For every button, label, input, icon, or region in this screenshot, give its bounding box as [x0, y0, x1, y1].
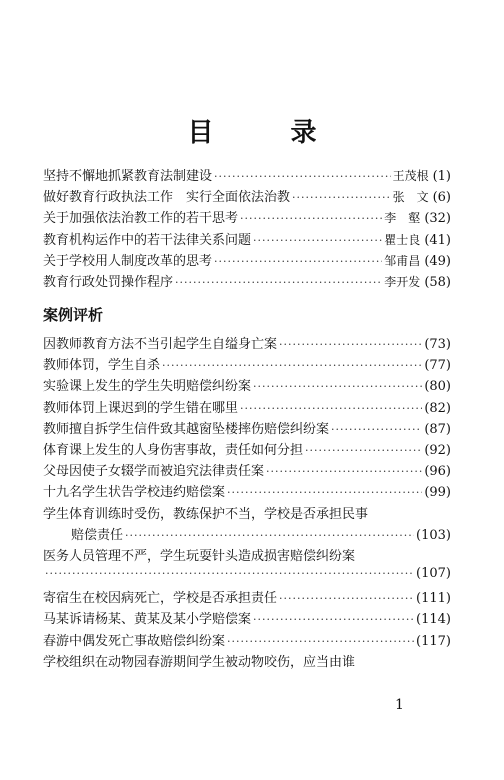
- entry-title: 马某诉请杨某、黄某及某小学赔偿案: [43, 612, 252, 628]
- list-item: [43, 439, 451, 460]
- list-item: [43, 333, 451, 354]
- entry-author: 张 文: [392, 190, 429, 205]
- entry-title: 寄宿生在校因病死亡，学校是否承担责任: [43, 591, 278, 607]
- entry-title: 关于加强依法治教工作的若干思考: [43, 211, 239, 227]
- entry-page: (82): [424, 400, 451, 416]
- list-item: [43, 630, 451, 651]
- entry-title: 因教师教育方法不当引起学生自缢身亡案: [43, 337, 278, 352]
- list-item: 学校组织在动物园春游期间学生被动物咬伤，应当由谁: [43, 654, 356, 670]
- leader-dots: [266, 465, 422, 478]
- list-item: [43, 207, 451, 228]
- leader-dots: [253, 234, 382, 247]
- leader-dots: [240, 212, 382, 225]
- list-item: [43, 397, 451, 418]
- entry-page: (6): [432, 190, 451, 206]
- list-item: [43, 587, 451, 608]
- list-item: [43, 229, 451, 250]
- entry-title: 做好教育行政执法工作 实行全面依法治教: [43, 190, 291, 206]
- entry-title: 坚持不懈地抓紧教育法制建设: [43, 169, 213, 184]
- list-item: 学生体育训练时受伤，教练保护不当，学校是否承担民事: [43, 506, 369, 522]
- list-item: [43, 271, 451, 292]
- leader-dots: [214, 170, 391, 183]
- list-item: [43, 165, 451, 186]
- list-item: 医务人员管理不严，学生玩耍针头造成损害赔偿纠纷案: [43, 548, 356, 564]
- leader-dots: [162, 359, 422, 372]
- leader-dots: [279, 592, 414, 605]
- list-item: [43, 375, 451, 396]
- entry-page: (114): [416, 612, 451, 628]
- entry-page: (80): [424, 379, 451, 395]
- leader-dots: [227, 635, 414, 648]
- leader-dots: [125, 529, 414, 542]
- entry-title: 实验课上发生的学生失明赔偿纠纷案: [43, 379, 252, 395]
- leader-dots: [240, 402, 422, 415]
- entry-page: (111): [416, 591, 451, 607]
- entry-author: 李开发: [384, 274, 421, 289]
- entry-page: (58): [424, 274, 451, 290]
- list-item: [43, 460, 451, 481]
- page-title: 目 录: [187, 118, 351, 148]
- entry-title: 教师擅自拆学生信件致其越窗坠楼摔伤赔偿纠纷案: [43, 421, 330, 437]
- entry-page: (107): [416, 566, 451, 582]
- entry-page: (41): [424, 232, 451, 248]
- section-heading: 案例评析: [43, 306, 104, 324]
- article-list: [43, 165, 451, 292]
- entry-page: (87): [424, 421, 451, 437]
- entry-author: 李 壑: [384, 211, 421, 226]
- list-item: [43, 250, 451, 271]
- leader-dots: [279, 338, 422, 351]
- entry-title: 春游中偶发死亡事故赔偿纠纷案: [43, 633, 226, 649]
- entry-page: (96): [424, 464, 451, 480]
- entry-author: 瞿士良: [384, 232, 421, 247]
- entry-page: (49): [424, 253, 451, 269]
- entry-title: 体育课上发生的人身伤害事故，责任如何分担: [43, 442, 304, 458]
- list-item-continuation: [43, 566, 451, 587]
- entry-title: 关于学校用人制度改革的思考: [43, 253, 213, 269]
- leader-dots: [227, 486, 422, 499]
- entry-title: 赔偿责任: [71, 527, 124, 543]
- entry-page: (92): [424, 442, 451, 458]
- leader-dots: [175, 276, 382, 289]
- entry-title: 父母因使子女辍学而被追究法律责任案: [43, 464, 265, 480]
- entry-author: 邹甫昌: [384, 253, 421, 268]
- entry-page: (1): [432, 169, 451, 184]
- entry-page: (77): [424, 358, 451, 374]
- list-item: [43, 354, 451, 375]
- list-item: [43, 608, 451, 629]
- list-item: [43, 418, 451, 439]
- list-item: [43, 481, 451, 502]
- leader-dots: [331, 423, 422, 436]
- leader-dots: [253, 380, 422, 393]
- leader-dots: [214, 255, 382, 268]
- leader-dots: [292, 191, 391, 204]
- leader-dots: [45, 567, 414, 580]
- case-list: [43, 333, 451, 672]
- entry-title: 教师体罚，学生自杀: [43, 358, 161, 374]
- page-number: 1: [395, 697, 404, 713]
- entry-title: 教育机构运作中的若干法律关系问题: [43, 232, 252, 248]
- entry-author: 王茂根: [392, 169, 429, 183]
- entry-page: (99): [424, 485, 451, 501]
- entry-title: 教师体罚上课迟到的学生错在哪里: [43, 400, 239, 416]
- entry-title: 十九名学生状告学校违约赔偿案: [43, 485, 226, 501]
- entry-title: 教育行政处罚操作程序: [43, 274, 174, 290]
- leader-dots: [253, 613, 414, 626]
- list-item: [43, 186, 451, 207]
- entry-page: (117): [416, 633, 451, 649]
- list-item-continuation: [43, 524, 451, 545]
- entry-page: (32): [424, 211, 451, 227]
- entry-page: (73): [424, 337, 451, 352]
- entry-page: (103): [416, 527, 451, 543]
- leader-dots: [305, 444, 422, 457]
